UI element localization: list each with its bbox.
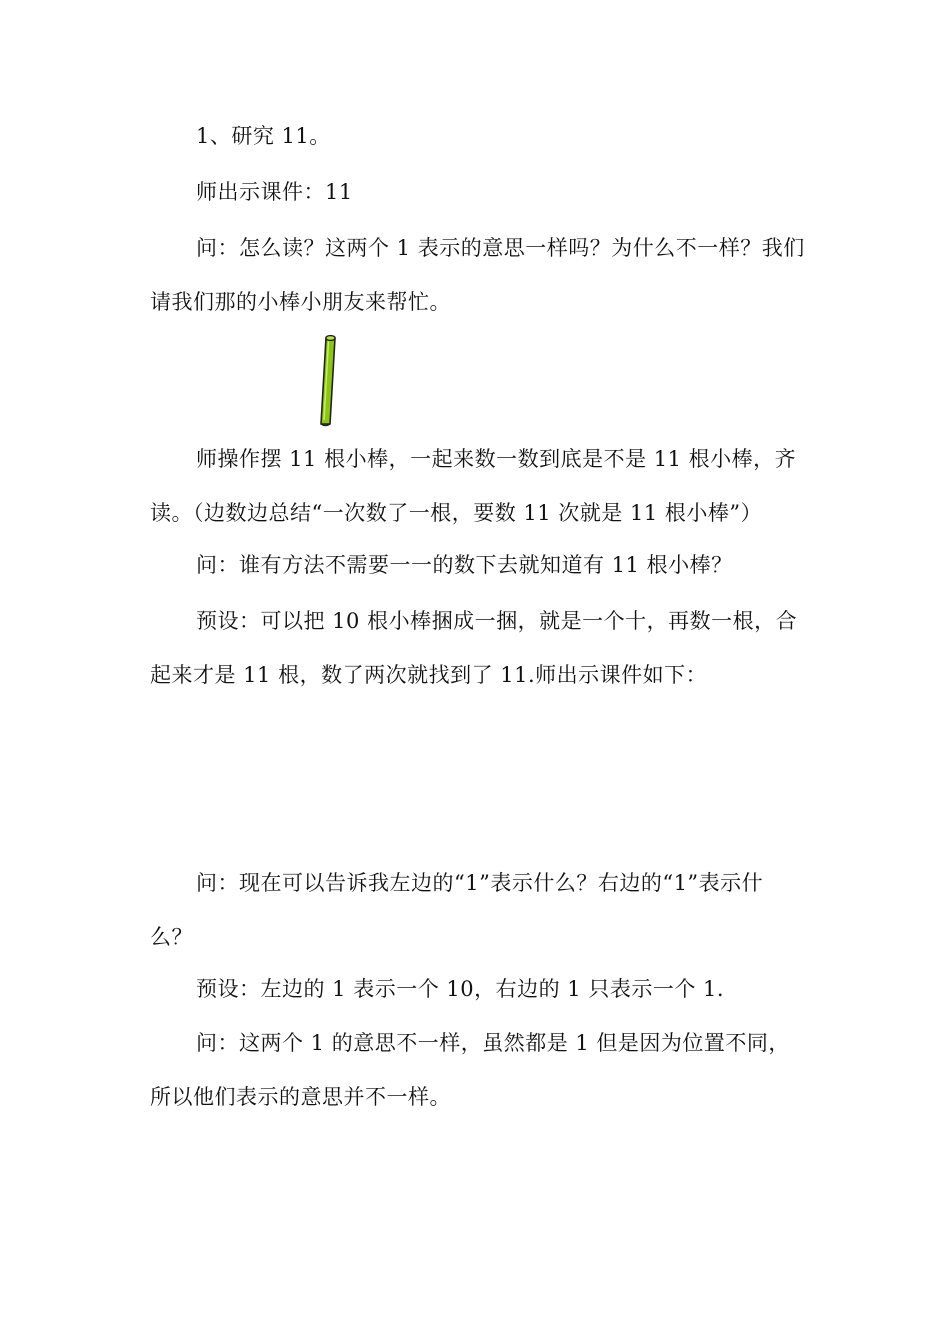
paragraph-question-no-counting: 问：谁有方法不需要一一的数下去就知道有 11 根小棒？ (196, 553, 733, 577)
paragraph-teacher-arranges-sticks: 师操作摆 11 根小棒，一起来数一数到底是不是 11 根小棒，齐读。（边数边总结“一次数了一根，要数 11 次就是 11 根小棒”） (150, 447, 797, 525)
paragraph-heading-study-11: 1、研究 11。 (196, 124, 331, 148)
paragraph-show-courseware: 师出示课件：11 (196, 180, 353, 204)
paragraph-preset-bundle: 预设：可以把 10 根小棒捆成一捆，就是一个十，再数一根，合起来才是 11 根，数了两次就找到了 11.师出示课件如下： (150, 609, 798, 687)
stick-image (312, 330, 342, 430)
paragraph-question-how-to-read: 问：怎么读？这两个 1 表示的意思一样吗？为什么不一样？我们请我们那的小棒小朋友来帮忙。 (150, 236, 805, 314)
paragraph-question-left-right: 问：现在可以告诉我左边的“1”表示什么？右边的“1”表示什么？ (150, 871, 764, 949)
paragraph-conclusion: 问：这两个 1 的意思不一样，虽然都是 1 但是因为位置不同，所以他们表示的意思并不一样。 (150, 1031, 790, 1109)
paragraph-preset-meaning: 预设：左边的 1 表示一个 10，右边的 1 只表示一个 1. (196, 977, 725, 1001)
